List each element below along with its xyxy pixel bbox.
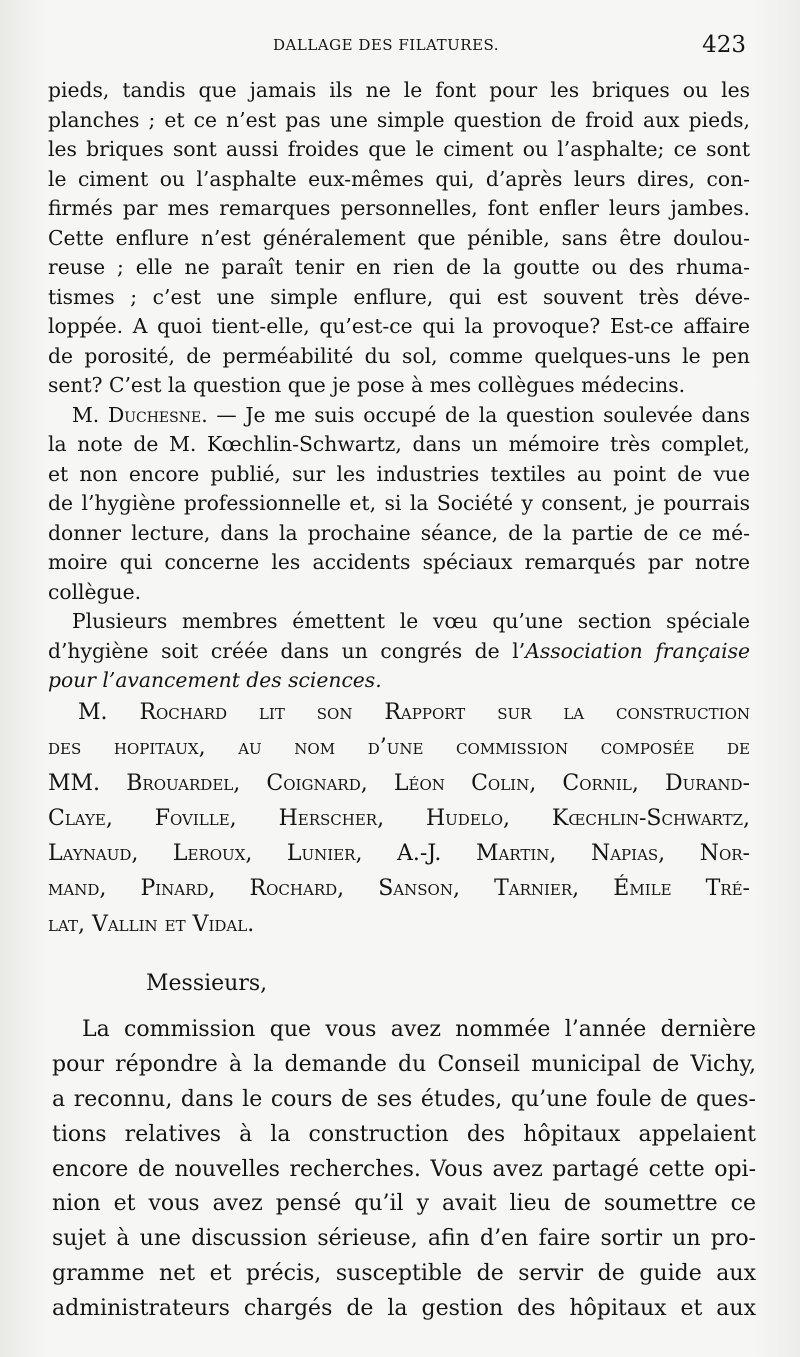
text-line-mixed: [48, 637, 750, 667]
text-line: pieds, tandis que jamais ils ne le font pour les briques ou les: [48, 78, 750, 102]
rapport-line: mand, Pinard, Rochard, Sanson, Tarnier, Émile Tré-: [48, 876, 750, 902]
text-line: firmés par mes remarques personnelles, font enfler leurs jambes.: [48, 196, 750, 220]
salutation: Messieurs,: [146, 971, 268, 996]
rapport-line: Claye, Foville, Herscher, Hudelo, Kœchlin-Schwartz,: [48, 805, 750, 831]
text-line: planches ; et ce n’est pas une simple question de froid aux pieds,: [48, 107, 750, 132]
speaker-text: — Je me suis occupé de la question soulevée dans: [207, 402, 750, 427]
running-title: DALLAGE DES FILATURES.: [273, 36, 500, 54]
body-line: tions relatives à la construction des hôpitaux appelaient: [52, 1121, 756, 1147]
rapport-line: des hopitaux, au nom d’une commission composée de: [48, 735, 750, 761]
text-line: les briques sont aussi froides que le ciment ou l’asphalte; ce sont: [48, 137, 750, 161]
rapport-line: Laynaud, Leroux, Lunier, A.-J. Martin, Napias, Nor-: [48, 841, 750, 867]
text-line: Plusieurs membres émettent le vœu qu’une section spéciale: [72, 609, 750, 633]
rapport-paragraph: [48, 695, 750, 942]
text-line: de porosité, de perméabilité du sol, comme quelques-uns le pen: [48, 343, 750, 368]
text-fragment: d’hygiène soit créée dans un congrés de l’: [48, 638, 526, 663]
body-line: administrateurs chargés de la gestion des hôpitaux et aux: [52, 1296, 756, 1322]
rapport-line: lat, Vallin et Vidal.: [48, 911, 255, 937]
text-line: Cette enflure n’est généralement que pénible, sans être doulou-: [48, 225, 750, 250]
rapport-line: M. Rochard lit son Rapport sur la construction: [78, 700, 750, 725]
speaker-line: [48, 401, 750, 431]
speaker-name: M. Duchesne.: [72, 402, 208, 427]
page-header: [48, 34, 752, 64]
report-body: [52, 1013, 756, 1327]
italic-fragment: Association française: [525, 638, 750, 663]
text-line: le ciment ou l’asphalte eux-mêmes qui, d’après leurs dires, con-: [48, 166, 750, 191]
text-line: sent? C’est la question que je pose à mes collègues médecins.: [48, 373, 686, 397]
text-line: la note de M. Kœchlin-Schwartz, dans un mémoire très complet,: [48, 432, 750, 456]
body-line: pour répondre à la demande du Conseil municipal de Vichy,: [52, 1051, 756, 1077]
text-line: de l’hygiène professionnelle et, si la Société y consent, je pourrais: [48, 491, 750, 515]
body-line: gramme net et précis, susceptible de servir de guide aux: [52, 1261, 756, 1287]
body-line: encore de nouvelles recherches. Vous avez partagé cette opi-: [52, 1156, 756, 1182]
page-number: 423: [702, 32, 746, 58]
text-line: et non encore publié, sur les industries textiles au point de vue: [48, 461, 750, 486]
text-line: tismes ; c’est une simple enflure, qui est souvent très déve-: [48, 284, 750, 309]
body-line: La commission que vous avez nommée l’année dernière: [82, 1017, 756, 1042]
text-line: reuse ; elle ne paraît tenir en rien de la goutte ou des rhuma-: [48, 255, 750, 279]
body-line: a reconnu, dans le cours de ses études, qu’une foule de ques-: [52, 1086, 756, 1112]
text-line: moire qui concerne les accidents spéciaux remarqués par notre: [48, 550, 750, 574]
text-line: donner lecture, dans la prochaine séance, de la partie de ce mé-: [48, 520, 750, 545]
text-line: loppée. A quoi tient-elle, qu’est-ce qui la provoque? Est-ce affaire: [48, 314, 750, 338]
text-line: pour l’avancement des sciences.: [48, 668, 382, 692]
text-line: collègue.: [48, 579, 142, 604]
rapport-line: MM. Brouardel, Coignard, Léon Colin, Cornil, Durand-: [48, 770, 750, 796]
main-text-block: [48, 76, 750, 696]
body-line: sujet à une discussion sérieuse, afin d’en faire sortir un pro-: [52, 1226, 756, 1252]
body-line: nion et vous avez pensé qu’il y avait lieu de soumettre ce: [52, 1191, 756, 1217]
